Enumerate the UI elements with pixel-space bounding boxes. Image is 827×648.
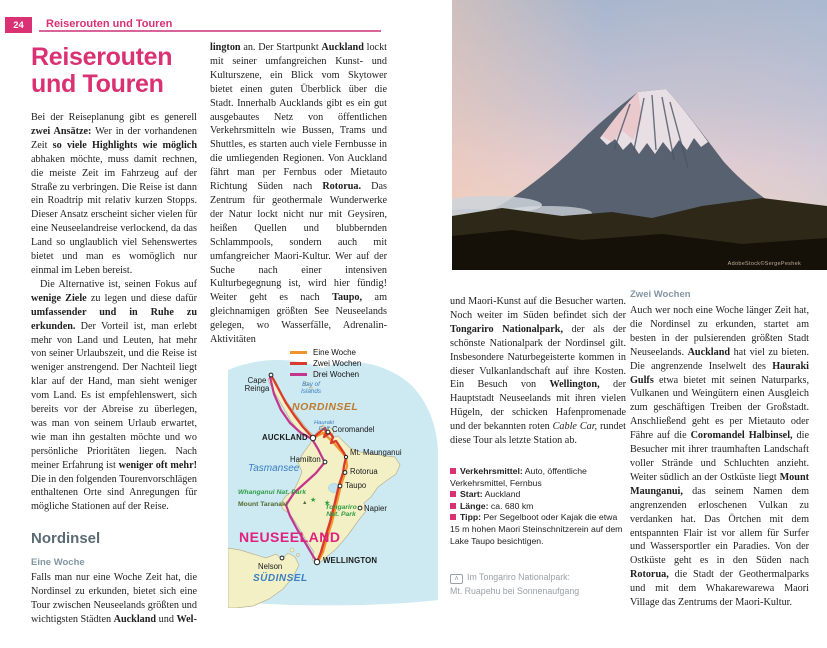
map-label-wellington: WELLINGTON — [323, 556, 378, 565]
section-heading-nordinsel: Nordinsel — [31, 530, 101, 548]
subheading-eine-woche: Eine Woche — [31, 557, 85, 569]
infobox-item — [450, 489, 628, 501]
map-label-tasmansee: Tasmansee — [248, 463, 300, 474]
map-label-hauraki-gulf: Hauraki Gulf — [314, 420, 334, 433]
paragraph: und Maori-Kunst auf die Besucher warten. Noch weiter im Süden befindet sich der Tongariro Nationalpark, der als der schönste Nationalpark der Nordinsel gilt. Insbesondere Naturbegeisterte kommen in dieser Vulkanlandschaft auf ihre Kosten. Ein Besuch von Wellington, der Hauptstadt Neuseelands mit ihren vielen Hügeln, der schicken Hafenpromenade und der bekannten roten Cable Car, rundet diese Tour als letzte Station ab. — [450, 296, 626, 447]
bullet-square-icon — [450, 514, 456, 520]
caption-line2: Mt. Ruapehu bei Sonnenaufgang — [450, 585, 580, 596]
photo-caption — [450, 571, 626, 598]
mountain-peak-icon: ▲ — [302, 500, 308, 506]
map-label-tongariro-nat-park: Tongariro Nat. Park — [325, 504, 357, 519]
legend-row — [290, 358, 361, 369]
map-label-taupo: Taupo — [345, 481, 367, 490]
route-line-icon — [290, 351, 307, 354]
volcano-photo — [452, 0, 827, 270]
infobox-value: Per Segelboot oder Kajak die etwa 15 m hohen Maori Steinschnitzerein auf dem Lake Taupo besichtigen. — [450, 512, 623, 546]
legend-row — [290, 347, 361, 358]
infobox-item — [450, 501, 628, 513]
map-label-whanganui-nat-park: Whanganui Nat. Park — [238, 489, 306, 496]
column-2 — [210, 41, 387, 347]
legend-label: Zwei Wochen — [313, 359, 362, 368]
infobox-value: Auckland — [484, 489, 521, 500]
map-label-neuseeland: NEUSEELAND — [239, 529, 341, 545]
infobox-label: Verkehrsmittel: — [460, 466, 523, 476]
paragraph: Auch wer noch eine Woche länger Zeit hat, die Nordinsel zu erkunden, startet am besten in der pulsierenden größten Stadt Neuseelands. Auckland hat viel zu bieten. Die angrenzende Inselwelt des Hauraki Gulfs etwa bietet mit seinen Naturparks, Vulkanen und Weingütern einen Ausgleich zum geschäftigen Treiben der Großstadt. Anschließend geht es per Mietauto oder Fähre auf die Coromandel Halbinsel, die Besucher mit ihrer traumhaften Landschaft voller Strände und Schluchten anzieht. Weiter südlich an der Ostküste liegt Mount Maunganui, das seinem Namen dem angrenzenden erloschenen Vulkan zu verdanken hat. Das Örtchen mit dem entspannten Flair ist vor allem für Surfer und Wassersportler ein Paradies. Von der Ostküste geht es in den Süden nach Rotorua, die Stadt der Geothermalparks und mit dem Whakarewarewa Maori Village das Zentrums der Maori-Kultur. — [630, 305, 809, 609]
column-4 — [630, 289, 809, 610]
map-label-mt-maunganui: Mt. Maunganui — [350, 448, 402, 457]
tour-infobox — [450, 466, 628, 547]
map-label-suedinsel: SÜDINSEL — [253, 573, 308, 584]
legend-label: Eine Woche — [313, 348, 356, 357]
caption-text: Im Tongariro Nationalpark: — [467, 572, 571, 582]
map-label-hamilton: Hamilton — [290, 455, 321, 464]
park-star-icon: ★ — [324, 499, 331, 507]
title-line1: Reiserouten — [31, 43, 173, 71]
paragraph: Bei der Reiseplanung gibt es generell zwei Ansätze: Wer in der vorhandenen Zeit so viele Highlights wie möglich abhaken möchte, muss damit rechnen, die meiste Zeit im Fahrzeug auf der Straße zu verbringen. Die Reise ist dann ein Roadtrip mit relativ kurzen Stopps. Dieser Ansatz erscheint sicher vielen für eine Neuseelandreise verlockend, da das Land so unglaublich viel Sehenswertes bietet und man es womöglich nur einmal im Leben bereist. — [31, 112, 198, 276]
bullet-square-icon — [450, 491, 456, 497]
park-star-icon: ★ — [310, 496, 317, 504]
map-label-cape-reinga: Cape Reinga — [244, 376, 270, 394]
legend-label: Drei Wochen — [313, 370, 360, 379]
subheading-zwei-wochen: Zwei Wochen — [630, 289, 691, 300]
route-map — [228, 344, 447, 608]
column-3 — [450, 295, 626, 448]
map-label-napier: Napier — [364, 504, 387, 513]
bullet-square-icon — [450, 468, 456, 474]
title-line2: und Touren — [31, 70, 164, 98]
infobox-item — [450, 512, 628, 547]
volcano-photo-graphic — [452, 0, 827, 270]
map-label-nordinsel: NORDINSEL — [292, 401, 359, 413]
page-title — [31, 44, 172, 98]
paragraph: Falls man nur eine Woche Zeit hat, die Nordinsel zu erkunden, bietet sich eine Tour zwischen Neuseelands größten und wichtigsten Städten Auckland und Wel- — [31, 572, 197, 625]
photo-reference-icon: ∧ — [450, 574, 463, 584]
infobox-label: Tipp: — [460, 512, 482, 523]
map-label-bay-of-islands: Bay of Islands — [301, 381, 321, 395]
page-number-badge: 24 — [5, 17, 32, 33]
map-label-mount-taranaki: Mount Taranaki — [238, 501, 288, 508]
column-1 — [31, 111, 197, 627]
photo-credit: AdobeStock©SergePeshek — [727, 261, 801, 267]
caption-line1 — [450, 571, 626, 585]
infobox-item — [450, 466, 628, 489]
running-header: Reiserouten und Touren — [46, 18, 173, 30]
infobox-label: Start: — [460, 489, 483, 500]
paragraph: Die Alternative ist, seinen Fokus auf wenige Ziele zu legen und diese dafür umfassender und in Ruhe zu erkunden. Der Vorteil ist, man erlebt mehr von Land und Leuten, hat mehr von seiner Urlaubszeit, und die Reise ist weniger anstrengend. Der Nachteil liegt klar auf der Hand, man sieht weniger vom Land. Es ist empfehlenswert, sich bereits vor der Abreise zu überlegen, was man von seinem Urlaub erwartet, wie man ihn gestalten möchte und wo persönliche Prioritäten liegen. Nach meiner Erfahrung ist weniger oft mehr! Die in den folgenden Tourenvorschlägen enthaltenen Orte sind Anregungen für mögliche Stationen auf der Reise. — [31, 278, 198, 513]
legend-row — [290, 369, 361, 380]
map-label-coromandel: Coromandel — [332, 425, 375, 434]
infobox-value: Auto, öffentliche Verkehrsmittel, Fernbus — [450, 466, 587, 488]
bullet-square-icon — [450, 503, 456, 509]
header-rule — [39, 30, 381, 32]
infobox-label: Länge: — [460, 500, 489, 511]
route-line-icon — [290, 362, 307, 365]
paragraph: lington an. Der Startpunkt Auckland lockt mit seiner umfangreichen Kunst- und Kulturszene, ein Blick vom Skytower bietet einen guten Überblick über die Stadt. Innerhalb Aucklands gibt es ein gut ausgebautes Netz von öffentlichen Verkehrsmitteln wie Bussen, Trams und Shuttles, es starten auch viele Fernbusse in die umliegenden Regionen. Von Auckland fährt man per Fernbus oder Mietauto Richtung Süden nach Rotorua. Das Zentrum für geothermale Wunderwerke der Natur lockt nicht nur mit Geysiren, heißen Quellen und blubbernden Schlammpools, sondern auch mit umfangreicher Maori-Kultur. Wer auf der Suche nach einer intensiven Kulturbegegnung ist, wird hier fündig! Weiter geht es nach Taupo, am gleichnamigen größten See Neuseelands gelegen, wo Wasserfälle, Adrenalin-Aktivitäten — [210, 42, 388, 346]
map-label-auckland: AUCKLAND — [262, 433, 308, 442]
map-label-rotorua: Rotorua — [350, 467, 378, 476]
infobox-value: ca. 680 km — [490, 500, 534, 511]
map-label-nelson: Nelson — [258, 562, 283, 571]
map-legend — [290, 347, 361, 380]
route-line-icon — [290, 373, 307, 376]
